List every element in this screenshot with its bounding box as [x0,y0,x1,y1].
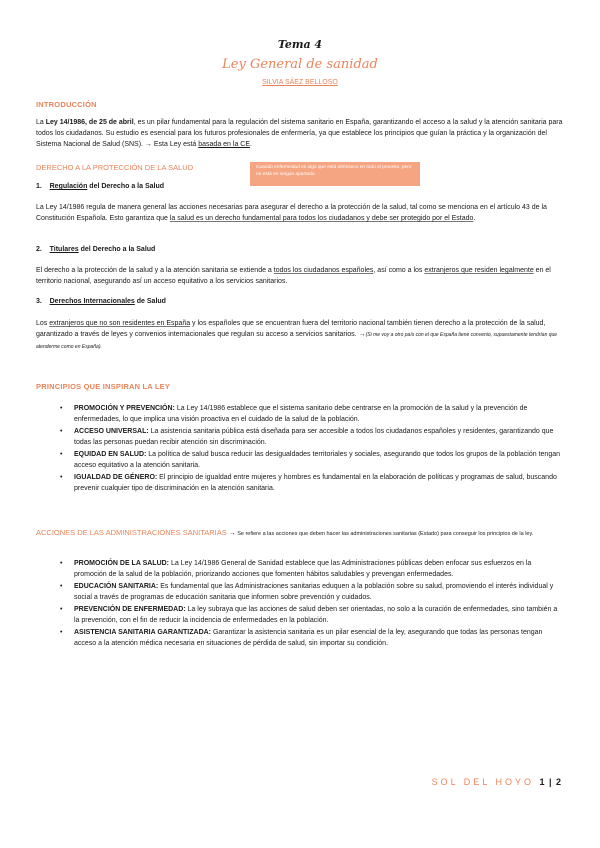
highlighted-text: extranjeros que no son residentes en España [49,320,191,327]
item-title: EQUIDAD EN SALUD: [74,451,147,458]
item-text: La Ley 14/1986 General de Sanidad establece que las Administraciones públicas deben enfocar sus esfuerzos en la promoción de la salud de la población, priorizando acciones que fomenten hábitos saludables y prevengan enfermedades. [74,560,532,578]
section-3-title: de Salud [134,298,166,305]
acciones-heading: ACCIONES DE LAS ADMINISTRACIONES SANITARIAS [36,528,227,537]
list-item [60,403,564,425]
item-title: EDUCACIÓN SANITARIA: [74,583,159,590]
bullet-icon: • [60,428,63,435]
list-item [60,627,564,649]
arrow-icon: → [144,141,152,148]
section-1-keyword: Regulación [49,183,88,190]
item-text: La asistencia sanitaria pública está diseñada para ser accesible a todos los ciudadanos españoles y residentes, garantizando que todas las personas puedan recibir atención sin discriminación. [74,428,554,446]
intro-text: , es un pilar fundamental para la regulación del sistema sanitario en España, garantizando el acceso a la salud y la atención sanitaria para todos los ciudadanos. Su estudio es esencial para los futuros profesionales de enfermería, ya que establece los principios que guían la práctica y la organización del Sistema Nacional de Salud (SNS). [36,119,563,148]
section-1-title: del Derecho a la Salud [87,183,164,190]
list-item [60,449,564,471]
item-title: ACCESO UNIVERSAL: [74,428,149,435]
item-text: La ley subraya que las acciones de salud deben ser orientadas, no solo a la curación de enfermedades, sino también a la prevención, con el fin de reducir la incidencia de enfermedades en la población. [74,606,558,624]
section-number: 3. [36,298,42,305]
section-3-heading [36,298,166,305]
section-2-keyword: Titulares [49,246,79,253]
intro-text: . [250,141,252,148]
item-title: PROMOCIÓN DE LA SALUD: [74,560,170,567]
section-2-paragraph [36,265,564,287]
ce-reference: basada en la CE [198,141,251,148]
author-name: SILVIA SÁEZ BELLOSO [262,79,338,86]
item-title: IGUALDAD DE GÉNERO: [74,474,158,481]
highlighted-text: la salud es un derecho fundamental para todos los ciudadanos y debe ser protegido por el Estado [169,215,474,222]
bullet-icon: • [60,474,63,481]
section-3-text: y los españoles que se encuentran fuera del territorio nacional también tienen derecho a la protección de la salud, garantizado a través de leyes y convenios internacionales que regulan su acceso a servicios sanitarios. [36,320,546,338]
item-text: Es fundamental que las Administraciones sanitarias eduquen a la población sobre su salud, promoviendo el interés individual y social a través de programas de educación sanitaria que informen sobre prevención y cuidados. [74,583,554,601]
page-number: 1 | 2 [539,777,562,787]
item-text: La Ley 14/1986 establece que el sistema sanitario debe centrarse en la promoción de la salud y la prevención de enfermedades, lo que implica una visión proactiva en el cuidado de la salud de la población. [74,405,528,423]
bullet-icon: • [60,405,63,412]
item-title: PREVENCIÓN DE ENFERMEDAD: [74,606,186,613]
intro-text: La [36,119,46,126]
derecho-heading: DERECHO A LA PROTECCIÓN DE LA SALUD [36,163,194,172]
item-title: PROMOCIÓN Y PREVENCIÓN: [74,405,175,412]
list-item [60,581,564,603]
acciones-intro [36,527,564,540]
list-item [60,604,564,626]
intro-paragraph [36,117,564,150]
document-title: Ley General de sanidad [222,57,378,72]
list-item [60,426,564,448]
section-3-text: Los [36,320,50,327]
intro-text: Esta Ley está [151,141,199,148]
section-2-text: , así como a los [373,267,425,274]
principios-heading: PRINCIPIOS QUE INSPIRAN LA LEY [36,382,171,391]
arrow-icon: → [358,331,366,338]
footer-brand: SOL DEL HOYO [431,777,534,787]
section-2-title: del Derecho a la Salud [78,246,156,253]
section-2-text: en el territorio nacional, asegurando así un acceso equitativo a los servicios sanitarios. [36,267,551,285]
item-text: El principio de igualdad entre mujeres y hombres es fundamental en la elaboración de políticas y programas de salud, buscando prevenir cualquier tipo de discriminación en la atención sanitaria. [74,474,557,492]
section-2-heading [36,246,155,253]
side-comment: (Si me voy a otro país con el que España tiene convenio, supuestamente tendrían que atenderme como en España). [36,332,558,350]
page-footer [432,777,562,787]
intro-heading: INTRODUCCIÓN [36,100,97,109]
section-1-text: . [473,215,476,222]
list-item [60,558,564,580]
bullet-icon: • [60,451,63,458]
item-text: Garantizar la asistencia sanitaria es un pilar esencial de la ley, asegurando que todas las personas tengan acceso a la atención médica necesaria en situaciones de pérdida de salud, sin importar su condición. [74,629,543,647]
arrow-icon: → [228,530,236,537]
principios-list [60,403,564,495]
bullet-icon: • [60,583,63,590]
section-3-keyword: Derechos Internacionales [49,298,135,305]
section-3-paragraph [36,318,564,353]
bullet-icon: • [60,606,63,613]
section-1-text: La Ley 14/1986 regula de manera general las acciones necesarias para asegurar el derecho a la protección de la salud, tal como se menciona en el artículo 43 de la Constitución Española. Esto garantiza que [36,204,547,222]
law-name: Ley 14/1986, de 25 de abril [45,119,134,126]
highlighted-text: todos los ciudadanos españoles [273,267,374,274]
section-1-paragraph [36,202,564,224]
note-box: Cuando enfermedad es algo que está intrínseco en todo el proceso, pero no está en ningún apartado. [250,162,420,186]
section-number: 1. [36,183,42,190]
item-title: ASISTENCIA SANITARIA GARANTIZADA: [74,629,212,636]
section-number: 2. [36,246,42,253]
list-item [60,472,564,494]
highlighted-text: extranjeros que residen legalmente [424,267,534,274]
bullet-icon: • [60,629,63,636]
section-1-heading [36,183,164,190]
acciones-list [60,558,564,650]
section-2-text: El derecho a la protección de la salud y a la atención sanitaria se extiende a [36,267,274,274]
item-text: La política de salud busca reducir las desigualdades territoriales y sociales, asegurando que todos los grupos de la población tengan acceso equitativo a la atención sanitaria. [74,451,560,469]
topic-number: Tema 4 [277,38,323,51]
acciones-intro-text: Se refiere a las acciones que deben hacer las administraciones sanitarias (Estado) para conseguir los principios de la ley. [235,531,534,537]
bullet-icon: • [60,560,63,567]
